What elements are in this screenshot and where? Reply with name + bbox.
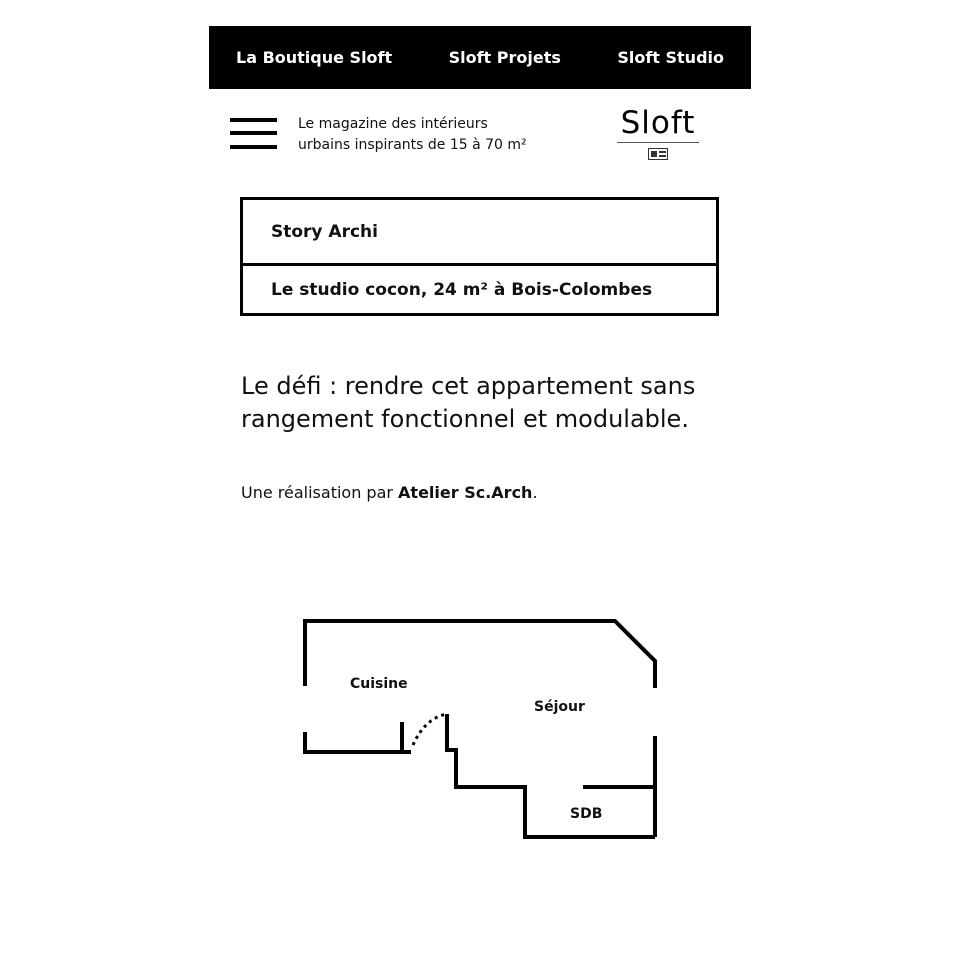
wall-inner: [447, 714, 655, 837]
byline-prefix: Une réalisation par: [241, 483, 399, 502]
door-swing: [413, 714, 447, 745]
nav-link-projets[interactable]: Sloft Projets: [448, 48, 561, 67]
breadcrumb-box: [240, 197, 719, 316]
nav-link-boutique[interactable]: La Boutique Sloft: [236, 48, 393, 67]
nav-link-studio[interactable]: Sloft Studio: [617, 48, 724, 67]
site-logo[interactable]: [615, 104, 701, 164]
byline-suffix: .: [532, 483, 538, 502]
menu-line: [230, 118, 277, 122]
tagline-line-1: Le magazine des intérieurs: [298, 116, 488, 132]
byline-author[interactable]: Atelier Sc.Arch: [398, 483, 533, 502]
tagline-line-2: urbains inspirants de 15 à 70 m²: [298, 137, 527, 153]
breadcrumb-category[interactable]: Story Archi: [271, 222, 378, 242]
site-tagline: [298, 114, 588, 156]
logo-text: Sloft: [620, 105, 696, 141]
menu-line: [230, 131, 277, 135]
magazine-icon: [648, 148, 668, 160]
hamburger-menu-icon[interactable]: [230, 118, 277, 152]
room-label-sdb: SDB: [570, 806, 603, 822]
logo-underline: [617, 142, 699, 143]
breadcrumb-article-title[interactable]: Le studio cocon, 24 m² à Bois-Colombes: [271, 279, 653, 300]
room-label-sejour: Séjour: [534, 699, 585, 715]
top-nav-bar: [209, 26, 751, 89]
article-byline: [241, 483, 711, 502]
room-label-cuisine: Cuisine: [350, 676, 408, 692]
wall-left-lower: [305, 732, 411, 752]
floor-plan-diagram: [295, 612, 665, 848]
article-headline: Le défi : rendre cet appartement sans rangement fonctionnel et modulable.: [241, 372, 696, 433]
menu-line: [230, 145, 277, 149]
